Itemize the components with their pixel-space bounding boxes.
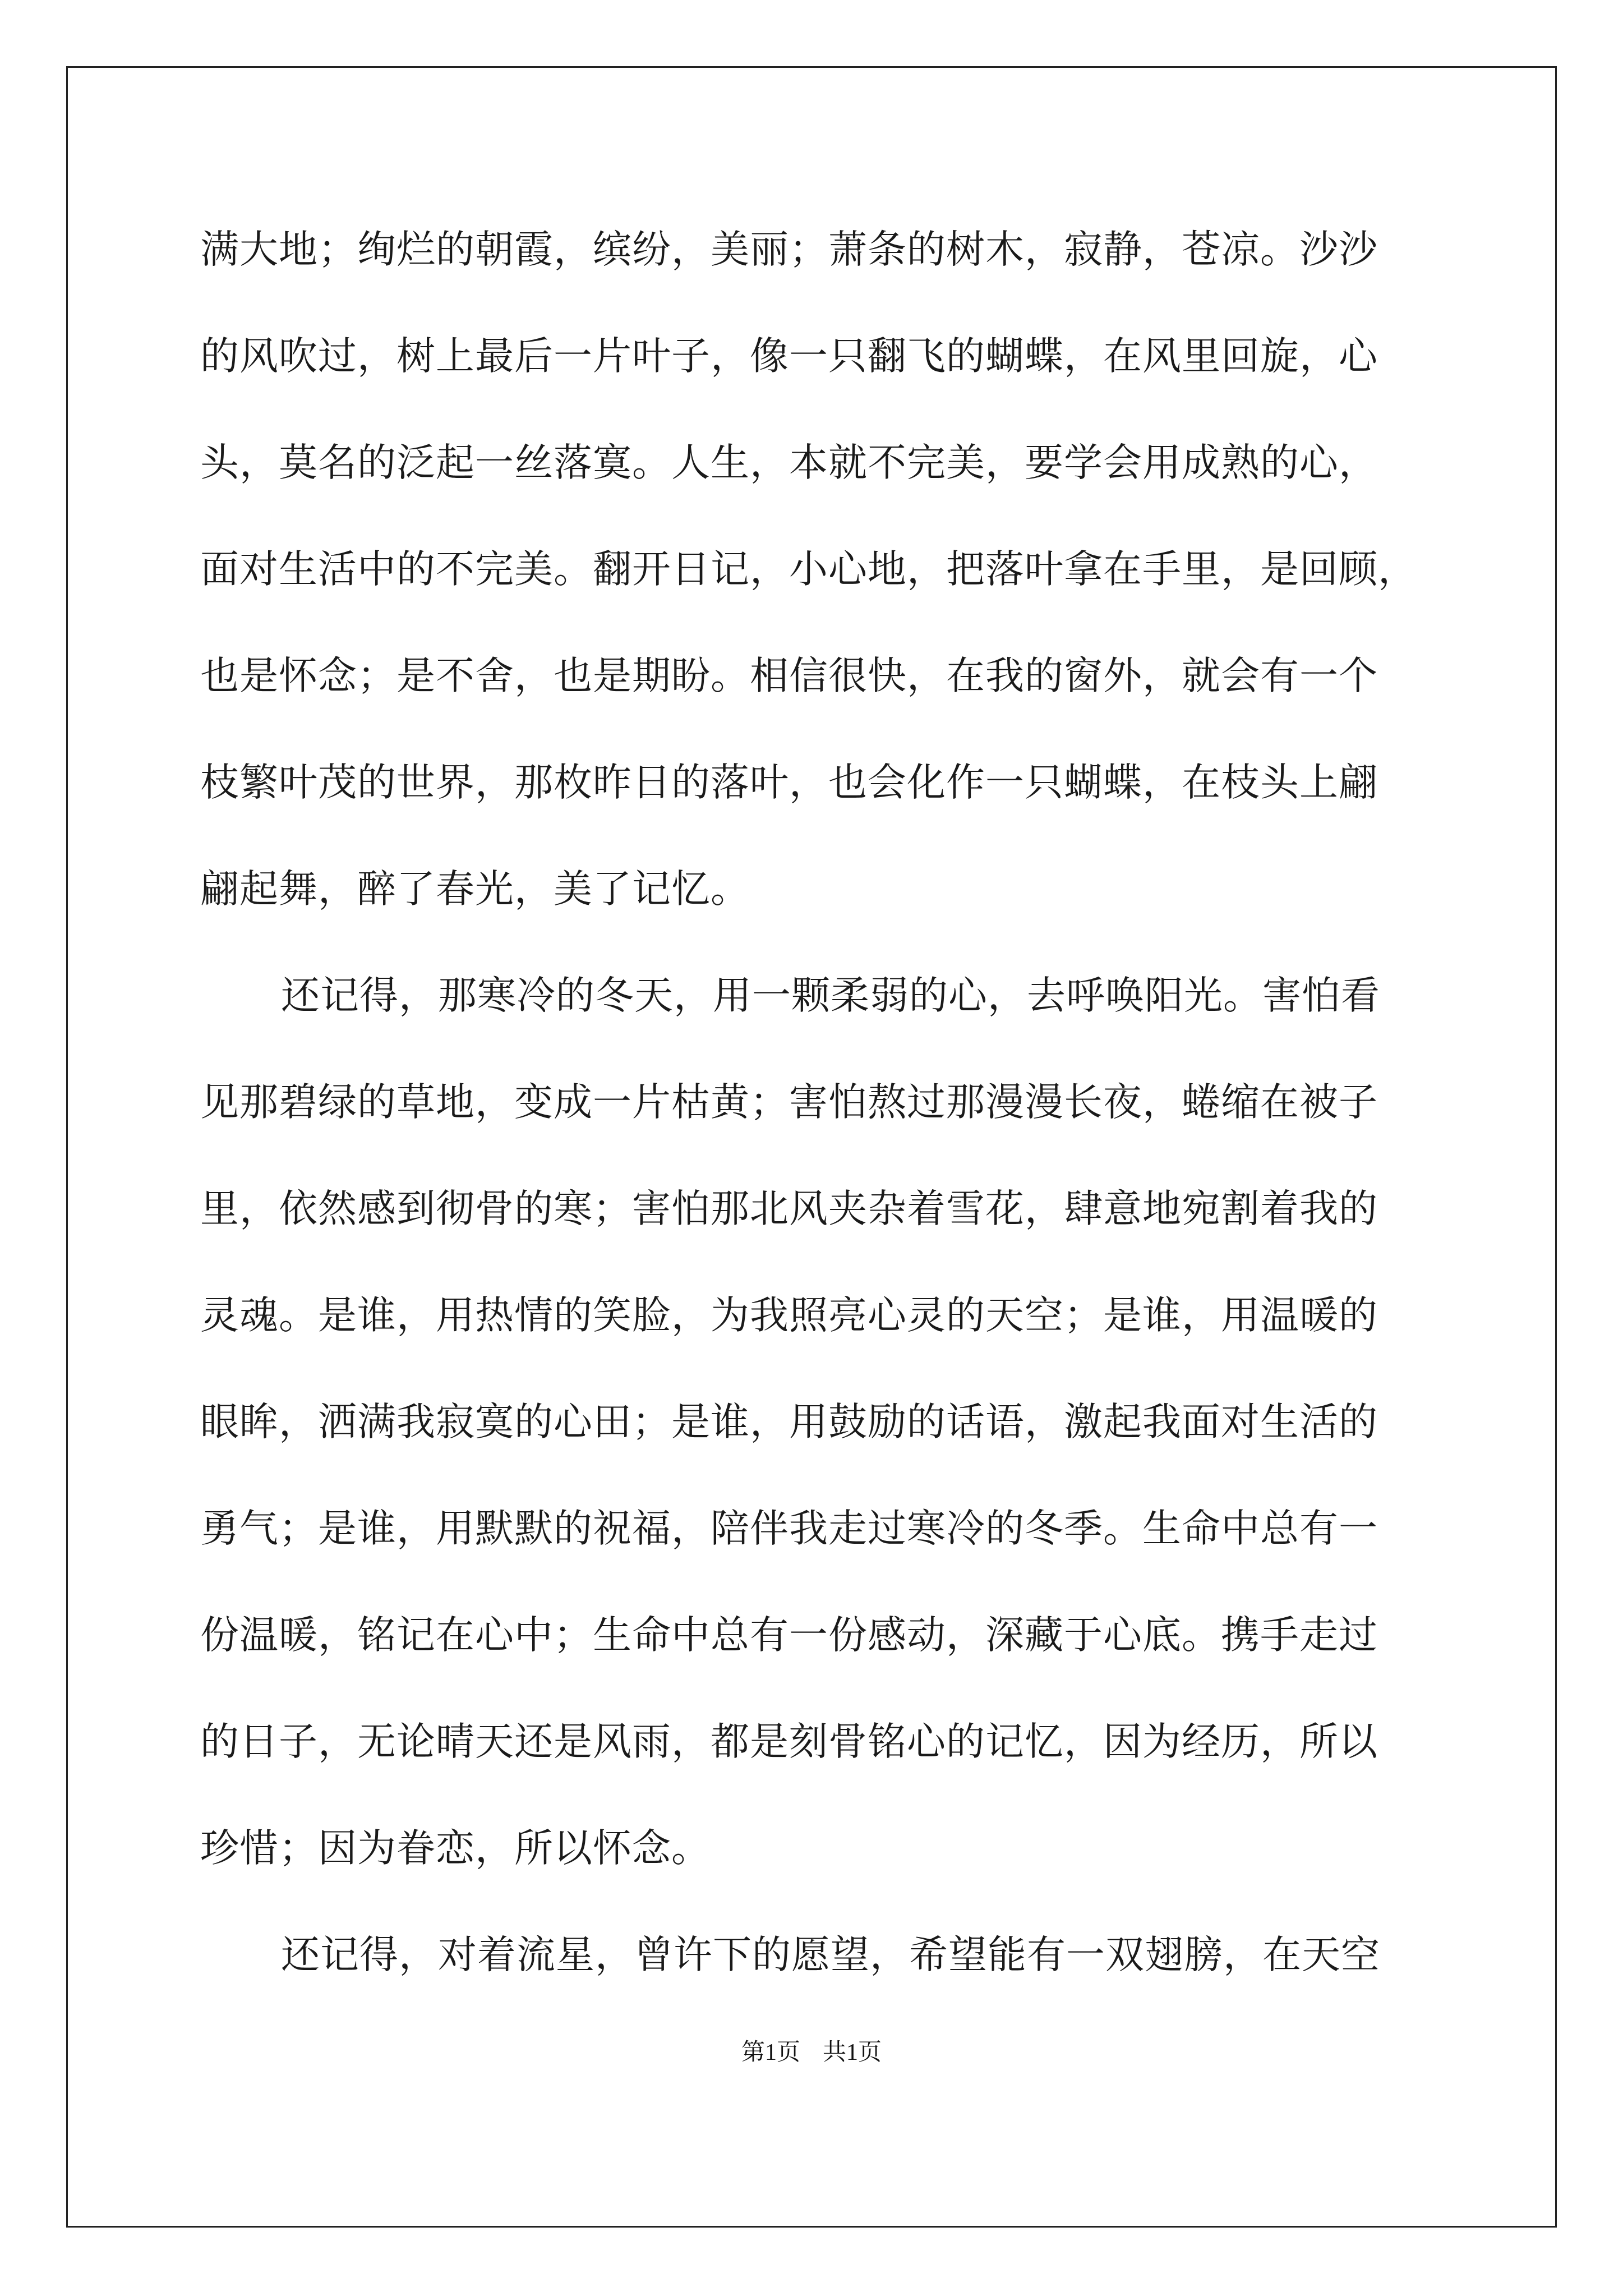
page-footer bbox=[0, 2033, 1623, 2067]
text-line: 的风吹过，树上最后一片叶子，像一只翻飞的蝴蝶，在风里回旋，心 bbox=[200, 334, 1378, 379]
text-line: 面对生活中的不完美。翻开日记，小心地，把落叶拿在手里，是回顾， bbox=[200, 547, 1417, 592]
text-line: 头，莫名的泛起一丝落寞。人生，本就不完美，要学会用成熟的心， bbox=[200, 440, 1378, 485]
text-line: 翩起舞，醉了春光，美了记忆。 bbox=[200, 867, 750, 912]
text-line: 还记得，那寒冷的冬天，用一颗柔弱的心，去呼唤阳光。害怕看 bbox=[281, 973, 1380, 1018]
page-number: 第1页 bbox=[741, 2040, 800, 2065]
text-line: 还记得，对着流星，曾许下的愿望，希望能有一双翅膀，在天空 bbox=[281, 1932, 1380, 1977]
document-body bbox=[200, 222, 1434, 2033]
text-line: 的日子，无论晴天还是风雨，都是刻骨铭心的记忆，因为经历，所以 bbox=[200, 1719, 1378, 1764]
text-line: 满大地；绚烂的朝霞，缤纷，美丽；萧条的树木，寂静，苍凉。沙沙 bbox=[200, 227, 1378, 272]
text-line: 里，依然感到彻骨的寒；害怕那北风夹杂着雪花，肆意地宛割着我的 bbox=[200, 1186, 1378, 1231]
text-line: 眼眸，洒满我寂寞的心田；是谁，用鼓励的话语，激起我面对生活的 bbox=[200, 1400, 1378, 1444]
page-total: 共1页 bbox=[823, 2040, 882, 2065]
text-line: 勇气；是谁，用默默的祝福，陪伴我走过寒冷的冬季。生命中总有一 bbox=[200, 1506, 1378, 1551]
text-line: 也是怀念；是不舍，也是期盼。相信很快，在我的窗外，就会有一个 bbox=[200, 654, 1378, 698]
text-line: 见那碧绿的草地，变成一片枯黄；害怕熬过那漫漫长夜，蜷缩在被子 bbox=[200, 1080, 1378, 1125]
text-line: 枝繁叶茂的世界，那枚昨日的落叶，也会化作一只蝴蝶，在枝头上翩 bbox=[200, 760, 1378, 805]
text-line: 灵魂。是谁，用热情的笑脸，为我照亮心灵的天空；是谁，用温暖的 bbox=[200, 1293, 1378, 1338]
text-line: 份温暖，铭记在心中；生命中总有一份感动，深藏于心底。携手走过 bbox=[200, 1613, 1378, 1658]
text-line: 珍惜；因为眷恋，所以怀念。 bbox=[200, 1826, 711, 1871]
